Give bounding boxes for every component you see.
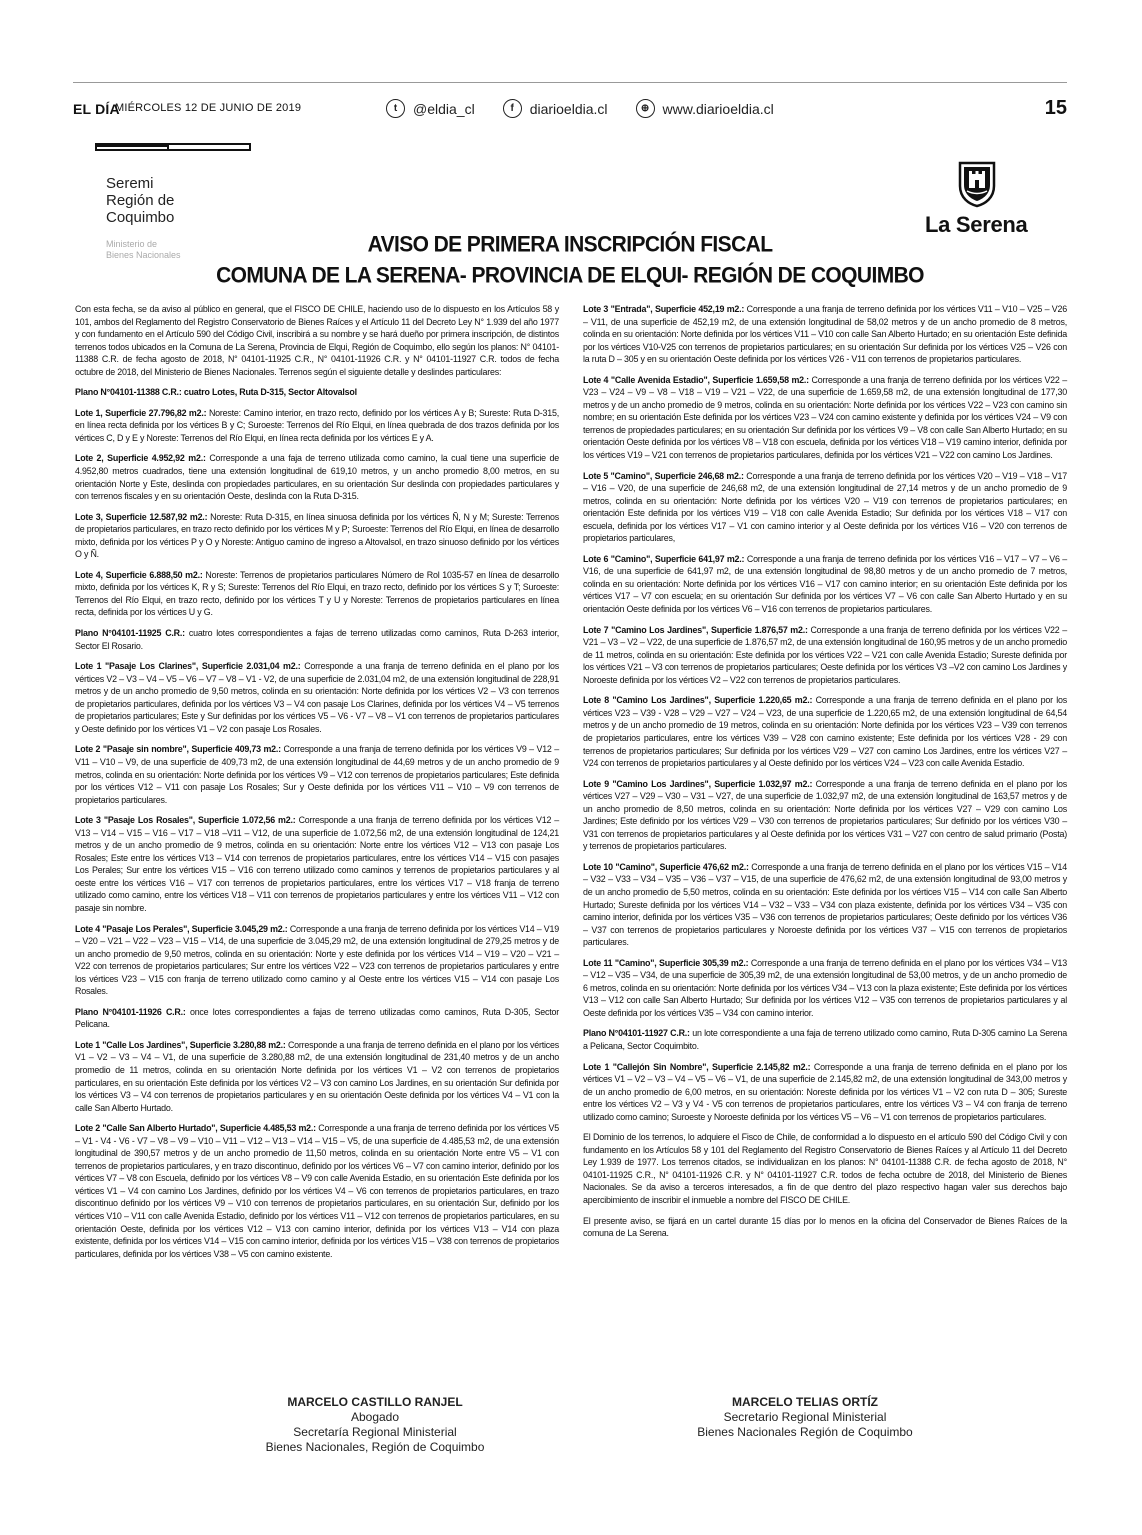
notice-paragraph [583, 694, 1067, 769]
notice-title: AVISO DE PRIMERA INSCRIPCIÓN FISCAL [367, 232, 773, 257]
facebook-handle[interactable]: diarioeldia.cl [529, 100, 608, 117]
page-number: 15 [1044, 97, 1067, 119]
notice-paragraph [75, 569, 559, 619]
paragraph-heading: Lote 1 "Calle Los Jardines", Superficie 3.280,88 m2.: [75, 1039, 286, 1050]
notice-paragraph [75, 1006, 559, 1031]
paragraph-heading: Lote 5 "Camino", Superficie 246,68 m2.: [583, 470, 744, 481]
paragraph-heading: Plano N°04101-11388 C.R.: cuatro Lotes, Ruta D-315, Sector Altovalsol [75, 387, 357, 398]
paragraph-body: cuatro lotes correspondientes a fajas de terreno utilizadas como caminos, Ruta D-263 interior, Sector El Rosario. [75, 628, 559, 651]
paragraph-heading: Lote 11 "Camino", Superficie 305,39 m2.: [583, 957, 749, 968]
website-link[interactable]: www.diarioeldia.cl [662, 100, 774, 117]
paragraph-body: Corresponde a una faja de terreno utilizada como camino, la cual tiene una superficie de 4.952,80 metros cuadrados, tiene una extensión longitudinal de 619,10 metros, y un ancho promedio 8,00 metros, en su orientación Norte y Este, deslinda con propiedades particulares, en su orientación Sur deslinda con propiedades particulares y con terrenos fiscales y en su orientación Oeste, deslinda con la Ruta D-315. [75, 453, 559, 502]
notice-paragraph [75, 452, 559, 502]
notice-paragraph [583, 778, 1067, 853]
notice-paragraph [75, 627, 559, 652]
paragraph-heading: Lote 4 "Calle Avenida Estadio", Superficie 1.659,58 m2.: [583, 374, 809, 385]
paragraph-body: El presente aviso, se fijará en un cartel durante 15 días por lo menos en la oficina del Conservador de Bienes Raíces de la comuna de La Serena. [583, 1215, 1067, 1239]
notice-paragraph [583, 553, 1067, 616]
twitter-icon: t [386, 99, 405, 118]
right-column [583, 303, 1067, 1248]
ministerio-line1: Ministerio de [106, 239, 158, 249]
notice-paragraph [583, 624, 1067, 687]
seremi-line2: Región de [106, 192, 175, 209]
signer-name: MARCELO CASTILLO RANJEL [287, 1395, 463, 1409]
notice-paragraph [75, 386, 559, 399]
paragraph-body: El Dominio de los terrenos, lo adquiere el Fisco de Chile, de conformidad a lo dispuesto en el artículo 590 del Código Civil y con fundamento en los Artículos 58 y 101 del Reglamento del Registro Conservatorio de Bienes Raíces y al Artículo 11 del Decreto Ley 1.939 de 1977. Los terrenos citados, se individualizan en los planos: N° 04101-11388 C.R. de fecha agosto de 2018, N° 04101-11925 C.R., N° 04101-11926 C.R. y N° 04101-11927 C.R. todos de fecha octubre de 2018, del Ministerio de Bienes Nacionales. Se da aviso a terceros interesados, a fin de que dentro del plazo respectivo hagan valer sus derechos bajo apercibimiento de inscribir el inmueble a nombre del FISCO DE CHILE. [583, 1132, 1067, 1205]
paragraph-heading: Lote 10 "Camino", Superficie 476,62 m2.: [583, 861, 749, 872]
paragraph-heading: Plano N°04101-11926 C.R.: [75, 1006, 186, 1017]
paragraph-body: Corresponde a una franja de terreno definida en el plano por los vértices V15 – V14 – V32 – V33 – V34 – V35 – V36 – V37 – V15, de una superficie de 476,62 m2, de una extensión longitudinal de 93,00 metros y de un ancho promedio de 5,50 metros, colinda en su orientación: Este definida por los vértices V15 – V14 con calle San Alberto Hurtado; Sureste definida por los vértices V14 – V32 – V33 – V34 con plaza existente, definida por los vértices V34 – V35 con camino interior, definida por los vértices V35 – V36 con terrenos de propietarios particulares; Oeste definido por los vértices V36 – V37 con terrenos de propietarios particulares y Noroeste definida por los vértices V37 – V15 con terrenos de propietarios particulares. [583, 861, 1068, 948]
ministerio-line2: Bienes Nacionales [106, 250, 181, 260]
notice-paragraph [583, 374, 1067, 462]
issue-date: MIÉRCOLES 12 DE JUNIO DE 2019 [115, 102, 302, 114]
paragraph-heading: Lote 2 "Pasaje sin nombre", Superficie 409,73 m2.: [75, 744, 281, 755]
newspaper-name: EL DÍA [73, 101, 120, 117]
notice-paragraph [583, 1027, 1067, 1052]
notice-subtitle: COMUNA DE LA SERENA- PROVINCIA DE ELQUI- REGIÓN DE COQUIMBO [216, 263, 924, 288]
paragraph-body: Corresponde a una franja de terreno definida por los vértices V5 – V1 - V4 - V6 - V7 – V8 – V9 – V10 – V11 – V12 – V13 – V14 – V15 – V5, de una superficie de 4.485,53 m2, de una extensión longitudinal de 390,57 metros y de un ancho promedio de 11,50 metros, colinda en su orientación Norte entre V5 – V1 con terrenos de propietarios particulares, y en trazo discontinuo, definido por los vértices V6 – V7 con camino interior, definido por los vértices V7 – V8 con Escuela, definido por los vértices V8 – V9 con calle Avenida Estadio, en su orientación Este definida por los vértices V1 – V4 con camino Los Jardines, definido por los vértices V4 – V6 con terrenos de propietarios particulares, en trazo discontinuo definido por los vértices V9 – V10 con terrenos de propietarios particulares, en su orientación Sur, definido por los vértices V10 – V11 con calle Avenida Estadio, definido por los vértices V11 – V12 con terrenos de propietarios particulares, en su orientación Oeste, definida por los vértices V12 – V13 con camino interior, definida por los vértices V13 – V14 con plaza existente, definida por los vértices V14 – V15 con camino interior, definida por los vértices V15 – V38 con terrenos de propietarios particulares, definida por los vértices V38 – V5 con camino existente. [75, 1123, 560, 1259]
paragraph-heading: Lote 2 "Calle San Alberto Hurtado", Superficie 4.485,53 m2.: [75, 1123, 316, 1134]
left-column [75, 303, 559, 1268]
notice-paragraph [75, 407, 559, 445]
signer-region: Bienes Nacionales, Región de Coquimbo [265, 1440, 485, 1454]
page-header [73, 97, 1067, 125]
paragraph-body: Corresponde a una franja de terreno definida en el plano por los vértices V1 – V2 – V3 – V4 – V5 – V6 – V1, de una superficie de 2.145,82 m2, de una extensión longitudinal de 343,00 metros y de un ancho promedio de 6,00 metros, en su orientación: Noreste definida por los vértices V1 – V2 con ruta D – 305; Sureste entre los vértices V2 – V3 y V4 - V5 con terrenos de propietarios particulares, entre los vértices V3 – V4 con franja de terreno utilizado como camino; Suroeste y Noroeste definida por los vértices V5 – V6 – V1 con terrenos de propietarios particulares. [583, 1061, 1067, 1122]
paragraph-heading: Lote 3 "Entrada", Superficie 452,19 m2.: [583, 304, 745, 314]
paragraph-body: Noreste: Ruta D-315, en línea sinuosa definida por los vértices Ñ, N y M; Sureste: Terrenos de propietarios particulares, en trazo recto definido por los vértices M y P; Suroeste: Terrenos del Río Elqui, en línea de desarrollo mixto, definida por los vértices P y O y Noreste: Antiguo camino de ingreso a Altovalsol, en trazo sinuoso definido por los vértices O y Ñ. [75, 511, 559, 560]
paragraph-body: Corresponde a una franja de terreno definida por los vértices V11 – V10 – V25 – V26 – V11, de una superficie de 452,19 m2, de una extensión longitudinal de 58,02 metros y de un ancho promedio de 8 metros, colinda en su orientación: Norte definida por los vértices V11 – V10 con calle San Alberto Hurtado; en su orientación Este definida por los vértices V10-V25 con terrenos de propietarios particulares; en su orientación Sur definida por los vértices V25 – V26 con la ruta D – 305 y en su orientación Oeste definida por los vértices V26 - V11 con terrenos de propietarios particulares. [583, 304, 1068, 365]
seremi-line3: Coquimbo [106, 209, 175, 226]
facebook-icon: f [503, 99, 522, 118]
paragraph-heading: Lote 3 "Pasaje Los Rosales", Superficie 1.072,56 m2.: [75, 815, 296, 826]
notice-paragraph [75, 814, 559, 914]
notice-paragraph [583, 470, 1067, 545]
notice-paragraph [583, 1215, 1067, 1240]
notice-paragraph [75, 923, 559, 998]
paragraph-body: Corresponde a una franja de terreno definida por los vértices V22 – V21 – V3 – V2 – V22, de una superficie de 1.876,57 m2, de una extensión longitudinal de 160,95 metros y de un ancho promedio de 11 metros, colinda en su orientación: Este definida por los vértices V22 – V21 con calle Avenida Estadio; Sureste definida por los vértices V21 – V3 con terrenos de propietarios particulares; Oeste definida por los vértices V3 –V2 con camino Los Jardines y Noroeste definida por los vértices V2 – V22 con terrenos de propietarios particulares. [583, 624, 1067, 685]
paragraph-body: Corresponde a una franja de terreno definida en el plano por los vértices V27 – V29 – V30 – V31 – V27, de una superficie de 1.032,97 m2, de una extensión longitudinal de 163,57 metros y de un ancho promedio de 8,50 metros, colinda en su orientación: Norte definida por los vértices V27 – V29 con camino Los Jardines; Este definido por los vértices V29 – V30 con terrenos de propietarios particulares; Sur definido por los vértices V30 – V31 con terrenos de propietarios particulares y al Oeste definida por los vértices V31 – V27 con centro de salud primario (Posta) y terrenos de propietarios particulares. [583, 778, 1067, 852]
la-serena-logo: La Serena [925, 212, 1028, 237]
signer-title: Abogado [350, 1410, 400, 1424]
header-rule [73, 82, 1067, 83]
paragraph-body: Noreste: Terrenos de propietarios particulares Número de Rol 1035-57 en línea de desarrollo mixto, definida por los vértices K, R y S; Sureste: Terrenos del Río Elqui, en trazo recto, definido por los vértices S y T; Suroeste: Terrenos del Río Elqui, en trazo recto, definido por los vértices T y U y Noreste: Terrenos de propietarios particulares en línea recta, definida por los vértices U y G. [75, 569, 559, 618]
globe-icon: ⊕ [636, 99, 655, 118]
paragraph-body: Corresponde a una franja de terreno definida en el plano por los vértices V2 – V3 – V4 – V5 – V6 – V7 – V8 – V1 - V2, de una superficie de 2.031,04 m2, de una extensión longitudinal de 228,91 metros y de un ancho promedio de 9,50 metros, colinda en su orientación: Norte definida por los vértices V2 – V3 con terrenos de propietarios particulares, definida por los vértices V3 – V4 con pasaje Los Clarines, definida por los vértices V4 – V5 terrenos de propietarios particulares; Este y Sur definidas por los vértices V5 – V6 - V7 – V8 – V1 con terrenos de propietarios particulares y Oeste definido por los vértices V1 – V2 con pasaje Los Rosales. [75, 661, 559, 734]
la-serena-crest-icon [957, 160, 997, 208]
paragraph-body: Corresponde a una franja de terreno definida por los vértices V14 – V19 – V20 – V21 – V22 – V23 – V15 – V14, de una superficie de 3.045,29 m2, de una extensión longitudinal de 279,25 metros y de un ancho promedio de 9,50 metros, colinda en su orientación: Norte y este definida por los vértices V14 – V19 – V20 – V21 – V22 con terrenos de propietarios particulares; Sur entre los vértices V22 – V23 con terrenos de propietarios particulares y entre los vértices V23 – V15 con franja de terreno utilizado como camino y al Oeste entre los vértices V15 – V14 con pasaje Los Rosales. [75, 923, 560, 997]
notice-paragraph [75, 1039, 559, 1114]
paragraph-heading: Lote 8 "Camino Los Jardines", Superficie 1.220,65 m2.: [583, 695, 813, 706]
paragraph-body: Corresponde a una franja de terreno definida por los vértices V16 – V17 – V7 – V6 – V16, de una superficie de 641,97 m2, de una extensión longitudinal de 98,80 metros y de un ancho promedio de 7 metros, colinda en su orientación: Norte definida por los vértices V16 – V17 con camino interior; en su orientación Este definida por los vértices V17 – V7 con escuela; en su orientación Sur definida por los vértices V7 – V6 con calle San Alberto Hurtado y en su orientación Oeste definida por los vértices V6 – V16 con terrenos de propietarios particulares. [583, 553, 1067, 615]
paragraph-heading: Plano N°04101-11925 C.R.: [75, 628, 185, 639]
paragraph-body: Con esta fecha, se da aviso al público en general, que el FISCO DE CHILE, haciendo uso de lo dispuesto en los Artículos 58 y 101, ambos del Reglamento del Registro Conservatorio de Bienes Raíces y el Artículo 11 del Decreto Ley N° 1.939 del año 1977 y con fundamento en el Artículo 590 del Código Civil, inscribirá a su nombre y se hará dueño por primera inscripción, de distintos terrenos todos ubicados en la Comuna de La Serena, Provincia de Elqui, Región de Coquimbo, ello según los planos: N° 04101-11388 C.R. de fecha agosto de 2018, N° 04101-11925 C.R., N° 04101-11926 C.R. y N° 04101-11927 C.R. todos de fecha octubre de 2018, del Ministerio de Bienes Nacionales. Terrenos según el siguiente detalle y deslindes particulares: [75, 304, 559, 377]
paragraph-heading: Plano N°04101-11927 C.R.: [583, 1028, 690, 1039]
ministerio-text [106, 239, 181, 261]
paragraph-heading: Lote 6 "Camino", Superficie 641,97 m2.: [583, 553, 745, 564]
notice-paragraph [75, 1122, 559, 1260]
notice-paragraph [75, 743, 559, 806]
paragraph-body: Corresponde a una franja de terreno definida en el plano por los vértices V1 – V2 – V3 – V4 – V1, de una superficie de 3.280,88 m2, de una extensión longitudinal de 231,40 metros y de un ancho promedio de 11 metros, colinda en su orientación Norte definida por los vértices V1 – V2 con terrenos de propietarios particulares, en su orientación Este definida por los vértices V2 – V3 con camino Los Jardines, en su orientación Sur definida por los vértices V3 – V4 con terrenos de propietarios particulares y en su orientación Oeste definida por los vértices V4 – V1 con la calle San Alberto Hurtado. [75, 1039, 559, 1113]
notice-paragraph [75, 303, 559, 378]
paragraph-body: Corresponde a una franja de terreno definida por los vértices V20 – V19 – V18 – V17 – V16 – V20, de una superficie de 246,68 m2, de una extensión longitudinal de 27,14 metros y de un ancho promedio de 9 metros, colinda en su orientación: Norte definida por los vértices V20 – V19 con terrenos de propietarios particulares; en orientación Este definida por los vértices V19 – V18 con calle Avenida Estadio; Sur definida por los vértices V18 – V17 con escuela, definida por los vértices V17 – V1 con camino interior y al Oeste definida por los vértices V16 – V20 con terrenos de propietarios particulares, [583, 470, 1067, 544]
paragraph-heading: Lote 7 "Camino Los Jardines", Superficie 1.876,57 m2.: [583, 624, 808, 635]
paragraph-heading: Lote 9 "Camino Los Jardines", Superficie 1.032,97 m2.: [583, 778, 813, 789]
signer-title: Secretario Regional Ministerial [723, 1410, 887, 1424]
notice-paragraph [75, 660, 559, 735]
notice-paragraph [583, 1131, 1067, 1206]
paragraph-body: Corresponde a una franja de terreno definida en el plano por los vértices V34 – V13 – V12 – V35 – V34, de una superficie de 305,39 m2, de una extensión longitudinal de 53,00 metros, y de un ancho promedio de 6 metros, colinda en su orientación: Norte definida por los vértices V34 – V13 con la plaza existente; Este definida por los vértices V13 – V12 con calle San Alberto Hurtado; Sur definida por los vértices V12 – V35 con terrenos de propietarios particulares y al Oeste definida por los vértices V35 – V34 con camino interior. [583, 957, 1067, 1018]
paragraph-body: Corresponde a una franja de terreno definida por los vértices V12 – V13 – V14 – V15 – V16 – V17 – V18 –V11 – V12, de una superficie de 1.072,56 m2, de una extensión longitudinal de 124,21 metros y de un ancho promedio de 9 metros, colinda en su orientación: Norte entre los vértices V12 – V13 con pasaje Los Rosales; Este entre los vértices V13 – V14 con terrenos de propietarios particulares, entre los vértices V14 – V15 con pasajes Los Perales; Sur entre los vértices V15 – V16 con terreno utilizado como caminos y terrenos de propietarios particulares y al oeste entre los vértices V16 – V17 con terrenos de propietarios particulares, entre los vértices V17 – V18 franja de terreno utilizado como camino, entre los vértices V18 – V11 con terrenos de propietarios particulares y entre los vértices V11 – V12 con pasaje sin nombre. [75, 815, 559, 913]
signer-office: Secretaría Regional Ministerial [293, 1425, 457, 1439]
paragraph-heading: Lote 4 "Pasaje Los Perales", Superficie 3.045,29 m2.: [75, 923, 288, 934]
seremi-logo-bar [95, 143, 251, 151]
paragraph-body: Corresponde a una franja de terreno definida en el plano por los vértices V23 – V39 - V28 – V29 – V27 – V24 – V23, de una superficie de 1.220,65 m2, de una extensión longitudinal de 64,54 metros y de un ancho promedio de 19 metros, colinda en su orientación: Norte definida por los vértices V23 – V39 con terrenos de propietarios particulares, entre los vértices V39 – V28 con camino existente; Este definida por los vértices V28 - 29 con terrenos de propietarios particulares; Sur definida por los vértices V29 – V27 con camino Los Jardines, entre los vértices V27 – V24 con terrenos de propietarios particulares y al Oeste definido por los vértices V24 – V23 con calle Avenida Estadio. [583, 695, 1067, 769]
paragraph-body: Noreste: Camino interior, en trazo recto, definido por los vértices A y B; Sureste: Ruta D-315, en línea recta definida por los vértices B y C; Suroeste: Terrenos del Río Elqui, en línea quebrada de dos trazos definida por los vértices C, D y E y Noreste: Terrenos del Río Elqui, en línea recta definida por los vértices E y A. [75, 407, 559, 443]
paragraph-body: Corresponde a una franja de terreno definida por los vértices V9 – V12 – V11 – V10 – V9, de una superficie de 409,73 m2, de una extensión longitudinal de 44,69 metros y de un ancho promedio de 9 metros, colinda en su orientación: Norte definida por los vértices V9 – V12 con terrenos de propietarios particulares; Este definida por los vértices V12 – V11 con pasaje Los Rosales; Sur y Oeste definida por los vértices V11 – V10 – V9 con terrenos de propietarios particulares. [75, 744, 559, 805]
notice-paragraph [583, 861, 1067, 949]
seremi-logo-text [106, 175, 174, 226]
paragraph-heading: Lote 2, Superficie 4.952,92 m2.: [75, 453, 206, 464]
paragraph-heading: Lote 4, Superficie 6.888,50 m2.: [75, 569, 203, 580]
signature-block-2 [660, 1395, 950, 1440]
twitter-handle[interactable]: @eldia_cl [413, 100, 475, 117]
paragraph-heading: Lote 1 "Pasaje Los Clarines", Superficie 2.031,04 m2.: [75, 661, 301, 672]
paragraph-heading: Lote 1 "Callejón Sin Nombre", Superficie 2.145,82 m2.: [583, 1061, 811, 1072]
notice-paragraph [75, 511, 559, 561]
paragraph-body: un lote correspondiente a una faja de terreno utilizado como camino, Ruta D-305 camino La Serena a Pelicana, Sector Coquimbito. [583, 1028, 1067, 1051]
notice-paragraph [583, 1061, 1067, 1124]
signer-office: Bienes Nacionales Región de Coquimbo [697, 1425, 913, 1439]
paragraph-heading: Lote 3, Superficie 12.587,92 m2.: [75, 511, 208, 522]
signature-block-1 [230, 1395, 520, 1455]
paragraph-body: once lotes correspondientes a fajas de terreno utilizadas como caminos, Ruta D-305, Sector Pelicana. [75, 1006, 559, 1030]
paragraph-heading: Lote 1, Superficie 27.796,82 m2.: [75, 407, 207, 418]
notice-paragraph [583, 957, 1067, 1020]
seremi-line1: Seremi [106, 175, 154, 192]
notice-paragraph [583, 303, 1067, 366]
social-links [386, 99, 802, 118]
signer-name: MARCELO TELIAS ORTÍZ [732, 1395, 878, 1409]
paragraph-body: Corresponde a una franja de terreno definida por los vértices V22 – V23 – V24 – V9 – V8 – V18 – V19 – V21 – V22, de una superficie de 1.659,58 m2, de una extensión longitudinal de 177,30 metros y de un ancho promedio de 9 metros, colinda en su orientación: Norte definida por los vértices V22 – V23 con camino sin nombre; en su orientación Este definida por los vértices V23 – V24 con camino existente y definida por los vértices V24 – V9 con terrenos de propiedades particulares; en su orientación Sur definida por los vértices V9 – V8 con calle San Alberto Hurtado; en su orientación Oeste definida por los vértices V8 – V18 con escuela, definida por los vértices V18 – V19 camino interior, definida por los vértices V19 – V21 con terrenos de propietarios particulares, definida por los vértices V21 – V22 con camino Los Jardines. [583, 374, 1067, 461]
